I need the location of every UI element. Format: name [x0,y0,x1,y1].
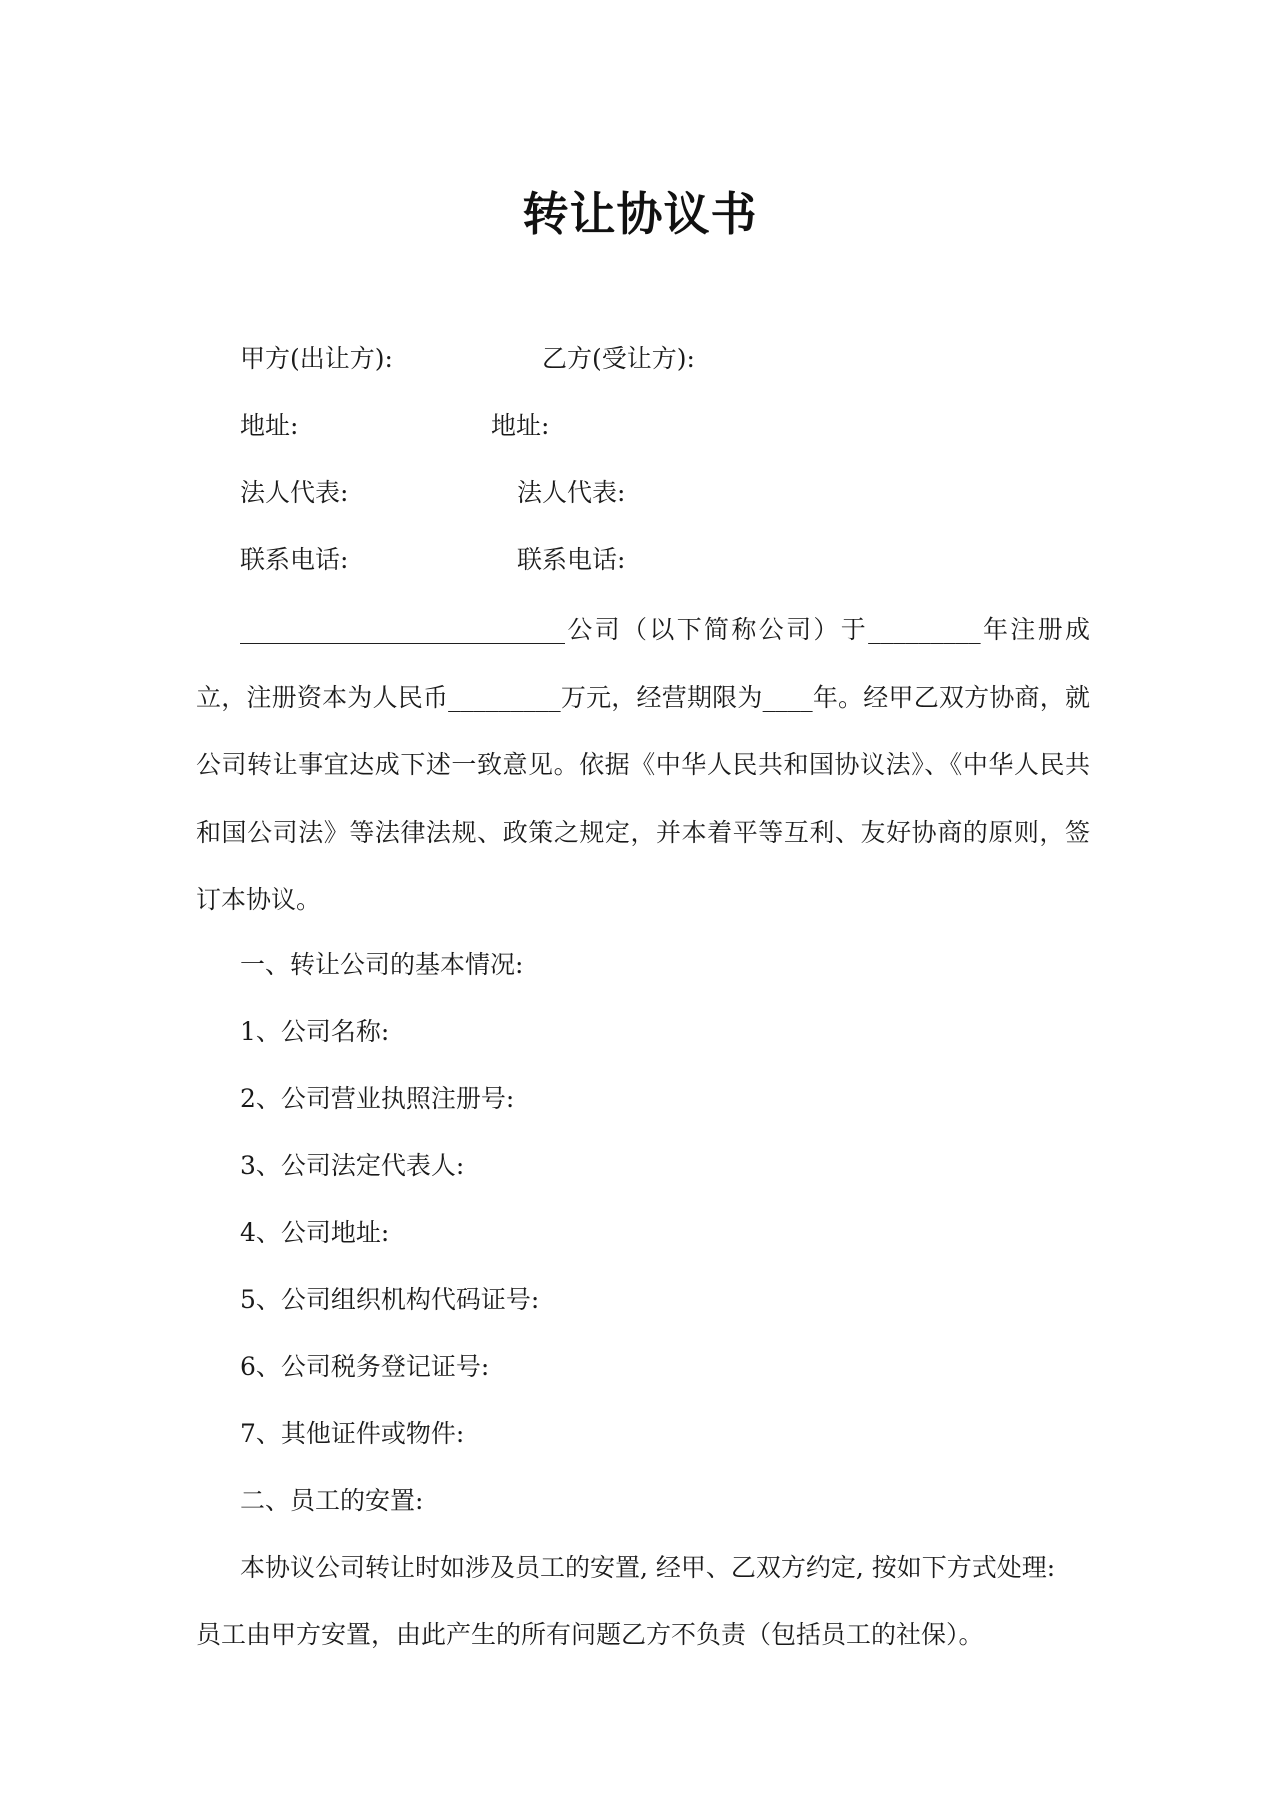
document-title: 转让协议书 [522,187,758,241]
section1-item: 3、公司法定代表人: [240,1151,465,1180]
section1-item: 7、其他证件或物件: [240,1419,465,1448]
section2-paragraph: 本协议公司转让时如涉及员工的安置, 经甲、乙双方约定, 按如下方式处理: [240,1553,1056,1582]
party-a-label: 甲方(出让方): [240,344,393,373]
party-a-address-label: 地址: [240,411,299,440]
party-b-phone-label: 联系电话: [517,545,626,574]
party-a-legal-rep-label: 法人代表: [240,478,349,507]
section1-item: 1、公司名称: [240,1017,390,1046]
intro-paragraph: __________________________公司（以下简称公司）于_________年注册成立，注册资本为人民币_________万元，经营期限为____年。经甲乙双方协商，就公司转让事宜达成下述一致意见。依据《中华人民共和国协议法》、《中华人民共和国公司法》等法律法规、政策之规定，并本着平等互利、友好协商的原则，签订本协议。 [196,615,1090,914]
party-b-address-label: 地址: [491,411,550,440]
party-a-phone-label: 联系电话: [240,545,349,574]
section1-item: 4、公司地址: [240,1218,390,1247]
section1-heading: 一、转让公司的基本情况: [240,950,524,979]
party-b-label: 乙方(受让方): [542,344,695,373]
party-b-legal-rep-label: 法人代表: [517,478,626,507]
section1-item: 2、公司营业执照注册号: [240,1084,515,1113]
section1-item: 5、公司组织机构代码证号: [240,1285,540,1314]
section2-paragraph-continued: 员工由甲方安置，由此产生的所有问题乙方不负责（包括员工的社保）。 [196,1620,984,1649]
section1-item: 6、公司税务登记证号: [240,1352,490,1381]
section2-heading: 二、员工的安置: [240,1486,424,1515]
